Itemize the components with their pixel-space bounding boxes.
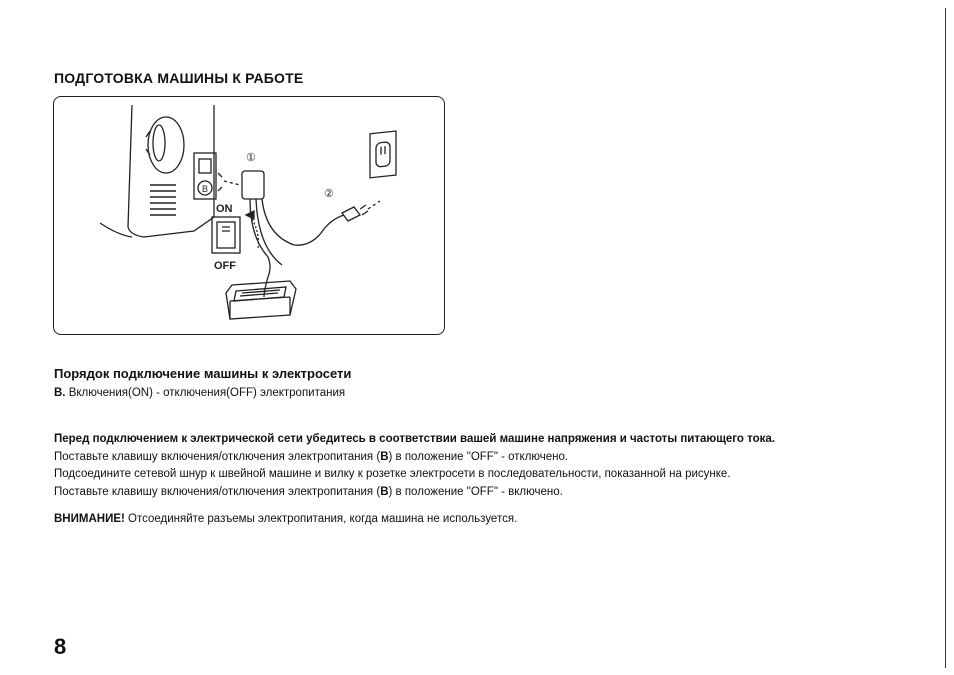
switch-description	[54, 387, 345, 399]
section-heading: Порядок подключение машины к электросети	[54, 366, 352, 381]
instruction-1-part-b: B	[380, 451, 389, 463]
instruction-1-part-c: ) в положение "OFF" - отключено.	[388, 451, 569, 463]
connection-illustration	[53, 96, 445, 335]
page-number: 8	[54, 634, 67, 659]
warning-line	[54, 433, 775, 445]
illustration-drawing	[54, 97, 446, 336]
power-connector-icon	[242, 171, 264, 199]
callout-1: ①	[246, 152, 256, 164]
plug-icon	[342, 207, 360, 221]
right-edge-rule	[945, 8, 946, 668]
instruction-3-part-c: ) в положение "OFF" - включено.	[388, 486, 563, 498]
instruction-line-3	[54, 486, 563, 498]
label-on: ON	[216, 203, 233, 215]
instruction-line-1	[54, 451, 568, 463]
instruction-1-part-a: Поставьте клавишу включения/отключения электропитания (	[54, 451, 381, 463]
mains-cord	[262, 199, 344, 245]
machine-body	[128, 105, 214, 237]
instruction-3-part-b: B	[380, 486, 389, 498]
instruction-line-2: Подсоедините сетевой шнур к швейной машине и вилку к розетке электросети в последовательности, показанной на рисунке.	[54, 468, 731, 480]
warning-text: Перед подключением к электрической сети убедитесь в соответствии вашей машине напряжения и частоты питающего тока.	[54, 433, 776, 445]
page-title: ПОДГОТОВКА МАШИНЫ К РАБОТЕ	[54, 70, 304, 86]
callout-2: ②	[324, 188, 334, 200]
switch-prefix: B.	[54, 387, 66, 399]
wall-outlet-icon	[370, 131, 396, 178]
caution-text: Отсоединяйте разъемы электропитания, когда машина не используется.	[124, 513, 518, 525]
caution-note	[54, 513, 517, 525]
switch-text: Включения(ON) - отключения(OFF) электропитания	[65, 387, 346, 399]
label-off: OFF	[214, 260, 236, 272]
instruction-3-part-a: Поставьте клавишу включения/отключения электропитания (	[54, 486, 381, 498]
caution-label: ВНИМАНИЕ!	[54, 513, 125, 525]
label-b: B	[202, 184, 209, 194]
